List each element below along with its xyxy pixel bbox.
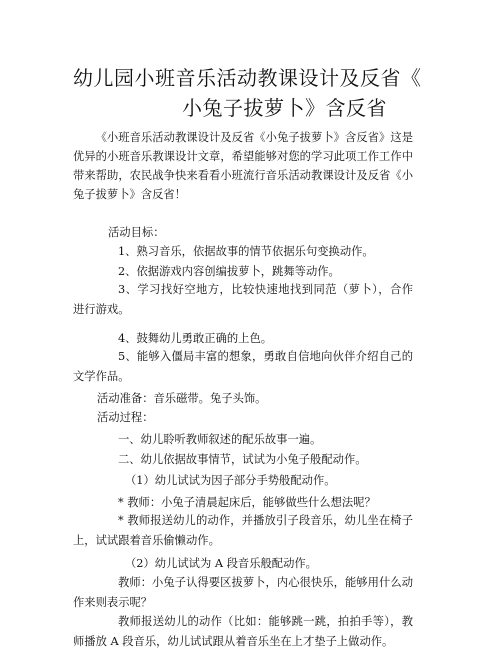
preparation: 活动准备：音乐磁带。兔子头饰。 [97,392,267,405]
teacher-note: * 教师：小兔子清晨起床后，能够做些什么想法呢？ [118,496,376,509]
goal-item: 2、依据游戏内容创编拔萝卜，跳舞等动作。 [118,265,340,278]
goal-item: 4、鼓舞幼儿勇敢正确的上色。 [118,332,273,345]
intro-paragraph: 《小班音乐活动教课设计及反省《小兔子拔萝卜》含反省》这是优异的小班音乐教课设计文章，希望能够对您的学习此项工作工作中带来帮助，农民战争快来看看小班流行音乐活动教课设计及反省《小兔子拔萝卜》含反省！ [73,131,413,201]
teacher-note: 教师报送幼儿的动作（比如：能够跳一跳，拍拍手等），教师播放 A 段音乐，幼儿试试跟从着音乐坐在上才垫子上做动作。 [73,615,413,648]
goal-item: 3、学习找好空地方，比较快速地找到同范（萝卜），合作进行游戏。 [73,283,413,316]
process-step: 二、幼儿依据故事情节，试试为小兔子般配动作。 [118,453,367,466]
goal-item: 1、熟习音乐，依据故事的情节依据乐句变换动作。 [118,245,374,258]
process-substep: （2）幼儿试试为 A 段音乐般配动作。 [125,557,317,570]
document-title-line-2: 小兔子拔萝卜》含反省 [182,96,387,120]
teacher-note: 教师：小兔子认得要区拔萝卜，内心很快乐，能够用什么动作来则表示呢？ [73,576,413,609]
process-heading: 活动过程： [97,411,154,424]
goals-heading: 活动目标： [108,226,165,239]
process-step: 一、幼儿聆听教师叙述的配乐故事一遍。 [118,433,322,446]
process-substep: （1）幼儿试试为因子部分手势般配动作。 [125,474,336,487]
teacher-note: * 教师报送幼儿的动作，并播放引子段音乐，幼儿坐在椅子上，试试跟着音乐偷懒动作。 [73,514,413,547]
goal-item: 5、能够入僵局丰富的想象，勇敢自信地向伙伴介绍自己的文学作品。 [73,350,413,383]
document-title-line-1: 幼儿园小班音乐活动教课设计及反省《 [73,66,422,90]
